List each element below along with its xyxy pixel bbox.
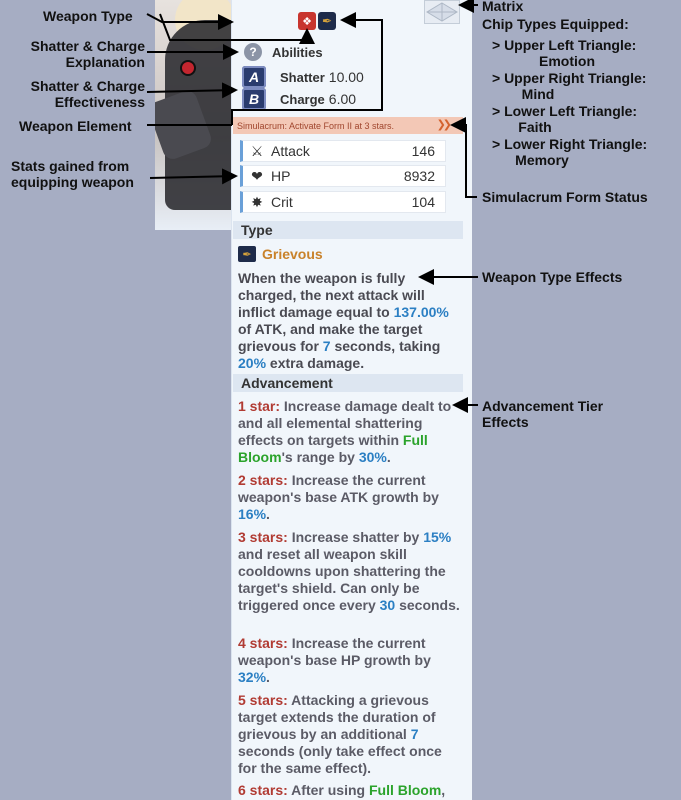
advancement-tier-4: 4 stars: Increase the current weapon's base HP growth by 32%. [238,635,431,685]
label-simulacrum-form-status: Simulacrum Form Status [482,189,648,205]
label-matrix: Matrix [482,0,524,14]
stat-name: HP [271,168,291,184]
advancement-tier-6: 6 stars: After using Full Bloom, [238,782,446,798]
label-shatter-charge-effectiveness: Shatter & Charge Effectiveness [30,78,145,110]
simulacrum-text: Simulacrum: Activate Form II at 3 stars. [237,120,395,131]
stat-value: 8932 [403,168,435,184]
label-weapon-type-effects: Weapon Type Effects [482,269,623,285]
weapon-element-icon[interactable]: ✒ [318,12,336,30]
stat-value: 104 [411,194,435,210]
chevron-right-icon: ❯❯ [436,119,449,131]
heart-icon: ❤ [251,167,263,184]
label-chip-types: Chip Types Equipped: [482,16,629,32]
arrow-shatter-effectiveness [147,90,236,92]
type-description: When the weapon is fully charged, the next attack will inflict damage equal to 137.00% of ATK, and make the target grievous for 7 seconds, taking 20% extra damage. [238,270,449,371]
type-section-header: Type [233,221,463,239]
help-icon[interactable]: ? [244,43,262,61]
label-shatter-charge-explanation: Shatter & Charge Explanation [30,38,145,70]
shatter-grade-badge: A [242,66,266,88]
arrow-weapon-type-icon [160,14,307,40]
label-stats-gained: Stats gained from equipping weapon [11,158,134,190]
weapon-type-icon[interactable]: ❖ [298,12,316,30]
label-advancement-tier-effects: Advancement Tier Effects [482,398,604,430]
label-chip-upper-right: > Upper Right Triangle: Mind [492,70,647,102]
charge-grade-badge: B [242,88,266,110]
abilities-label: Abilities [272,44,323,60]
arrow-stats [150,176,236,178]
stat-value: 146 [411,143,435,159]
arrow-simulacrum [452,125,477,197]
advancement-tier-5: 5 stars: Attacking a grievous target extends the duration of grievous by an additional 7 seconds (only take effect once for the same effect). [238,692,442,776]
stat-name: Crit [271,194,293,210]
label-weapon-type: Weapon Type [43,8,133,24]
label-chip-upper-left: > Upper Left Triangle: Emotion [492,37,637,69]
charge-value: 6.00 [328,91,357,107]
stat-name: Attack [271,143,310,159]
grievous-type-icon: ✒ [238,246,256,262]
advancement-tier-3: 3 stars: Increase shatter by 15% and reset all weapon skill cooldowns upon shattering the target's shield. Can only be triggered once every 30 seconds. [238,529,460,613]
sword-icon: ⚔ [250,142,264,159]
weapon-type-name: Grievous [262,246,323,262]
charge-label: Charge [280,91,325,107]
shatter-label: Shatter [280,69,325,85]
label-weapon-element: Weapon Element [19,118,132,134]
advancement-tier-2: 2 stars: Increase the current weapon's base ATK growth by 16%. [238,472,439,522]
advancement-section-header: Advancement [233,374,463,392]
label-chip-lower-right: > Lower Right Triangle: Memory [492,136,648,168]
label-chip-lower-left: > Lower Left Triangle: Faith [492,103,638,135]
advancement-tier-1: 1 star: Increase damage dealt to and all elemental shattering effects on targets within Full Bloom's range by 30%. [238,398,452,465]
shatter-value: 10.00 [328,69,364,85]
burst-icon: ✸ [251,193,263,210]
